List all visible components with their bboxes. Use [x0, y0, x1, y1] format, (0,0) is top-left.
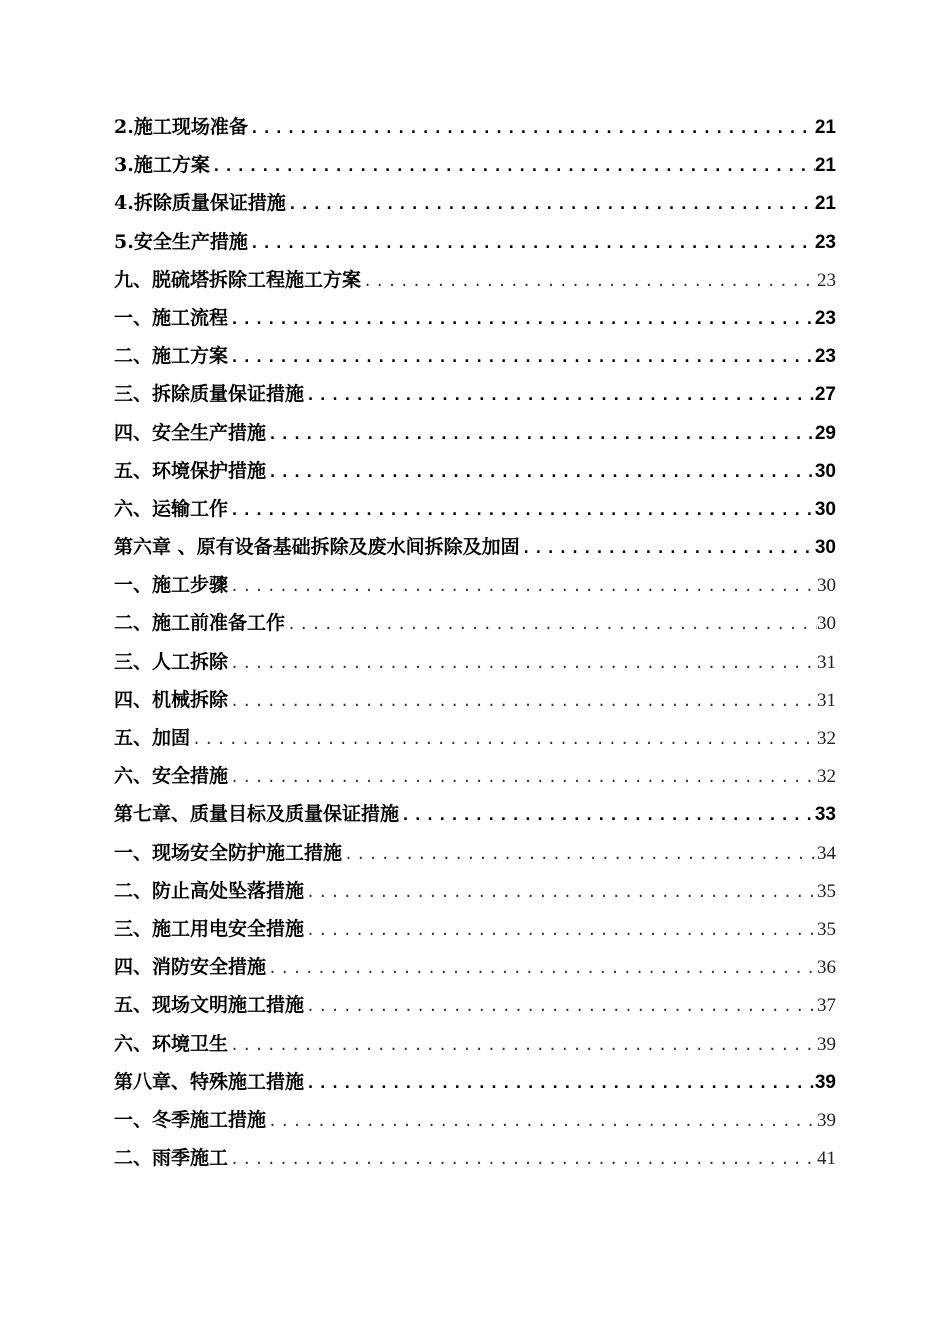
toc-entry-page-number: 23: [814, 307, 836, 329]
toc-entry[interactable]: [114, 910, 836, 948]
toc-entry-title: 六、运输工作: [114, 497, 229, 520]
toc-entry-page-number: 27: [814, 384, 836, 406]
toc-entry-page-number: 23: [817, 269, 836, 291]
toc-entry-page-number: 35: [817, 880, 836, 902]
toc-entry[interactable]: [114, 1101, 836, 1139]
toc-entry-title: 三、人工拆除: [114, 650, 229, 673]
toc-entry-title: 五、环境保护措施: [114, 459, 267, 482]
toc-entry[interactable]: [114, 986, 836, 1024]
toc-entry-page-number: 21: [814, 193, 836, 215]
toc-entry-page-number: 39: [817, 1109, 836, 1131]
toc-entry-title: 4.拆除质量保证措施: [114, 192, 286, 215]
toc-entry-page-number: 33: [814, 804, 836, 826]
toc-entry[interactable]: [114, 1025, 836, 1063]
toc-entry[interactable]: [114, 299, 836, 337]
toc-entry-page-number: 21: [814, 155, 836, 177]
toc-dot-leader: [228, 644, 817, 682]
toc-entry-title: 第六章 、原有设备基础拆除及废水间拆除及加固: [114, 536, 520, 559]
toc-entry[interactable]: [114, 872, 836, 910]
toc-entry[interactable]: [114, 452, 836, 490]
toc-entry[interactable]: [114, 490, 836, 528]
toc-entry[interactable]: [114, 681, 836, 719]
toc-entry-page-number: 32: [817, 766, 836, 788]
toc-dot-leader: [304, 873, 817, 911]
toc-entry-title: 四、消防安全措施: [114, 956, 267, 979]
toc-entry-title: 一、施工步骤: [114, 574, 229, 597]
toc-dot-leader: [228, 758, 817, 796]
toc-entry[interactable]: [114, 184, 836, 222]
toc-entry-title: 四、机械拆除: [114, 688, 229, 711]
toc-dot-leader: [228, 338, 815, 376]
toc-entry-page-number: 36: [817, 957, 836, 979]
toc-dot-leader: [228, 300, 815, 338]
toc-entry-title: 二、雨季施工: [114, 1147, 229, 1170]
toc-dot-leader: [210, 147, 815, 185]
toc-dot-leader: [304, 1064, 815, 1102]
toc-entry-title: 五、加固: [114, 727, 191, 749]
toc-dot-leader: [285, 605, 817, 643]
toc-entry-page-number: 32: [817, 728, 836, 749]
toc-dot-leader: [248, 109, 815, 147]
toc-entry[interactable]: [114, 643, 836, 681]
toc-entry[interactable]: [114, 108, 836, 146]
toc-entry[interactable]: [114, 223, 836, 261]
toc-entry[interactable]: [114, 337, 836, 375]
toc-entry-page-number: 30: [814, 498, 836, 520]
toc-entry-page-number: 30: [817, 613, 836, 635]
toc-entry-title: 三、施工用电安全措施: [114, 917, 305, 940]
toc-dot-leader: [399, 796, 815, 834]
toc-dot-leader: [190, 720, 817, 758]
toc-dot-leader: [304, 376, 815, 414]
toc-entry-page-number: 31: [817, 651, 836, 673]
toc-entry-title: 六、安全措施: [114, 765, 229, 788]
toc-entry-title: 二、施工前准备工作: [114, 612, 286, 635]
toc-entry-title: 2.施工现场准备: [114, 116, 248, 138]
toc-entry-page-number: 23: [814, 231, 836, 253]
toc-dot-leader: [304, 911, 817, 949]
toc-entry[interactable]: [114, 948, 836, 986]
table-of-contents: [114, 108, 836, 1177]
toc-entry-title: 5.安全生产措施: [114, 230, 248, 253]
toc-entry-page-number: 35: [817, 918, 836, 940]
toc-entry-page-number: 30: [814, 537, 836, 559]
toc-entry[interactable]: [114, 1139, 836, 1177]
toc-dot-leader: [266, 453, 815, 491]
toc-entry-title: 第八章、特殊施工措施: [114, 1070, 305, 1093]
toc-entry-page-number: 21: [814, 117, 836, 138]
toc-entry-page-number: 39: [817, 1033, 836, 1055]
toc-entry-page-number: 34: [817, 842, 836, 864]
toc-dot-leader: [286, 185, 815, 223]
toc-dot-leader: [266, 415, 815, 453]
toc-entry-page-number: 37: [817, 995, 836, 1017]
toc-dot-leader: [304, 987, 817, 1025]
toc-entry-page-number: 41: [817, 1148, 836, 1170]
toc-entry[interactable]: [114, 1063, 836, 1101]
toc-entry-title: 一、施工流程: [114, 306, 229, 329]
toc-entry-page-number: 30: [817, 575, 836, 597]
toc-entry[interactable]: [114, 375, 836, 413]
toc-entry[interactable]: [114, 757, 836, 795]
toc-entry[interactable]: [114, 719, 836, 757]
toc-entry[interactable]: [114, 604, 836, 642]
toc-entry-title: 一、冬季施工措施: [114, 1108, 267, 1131]
toc-dot-leader: [266, 949, 817, 987]
toc-entry[interactable]: [114, 528, 836, 566]
toc-entry[interactable]: [114, 146, 836, 184]
toc-entry[interactable]: [114, 795, 836, 833]
toc-entry[interactable]: [114, 566, 836, 604]
toc-entry-title: 四、安全生产措施: [114, 421, 267, 444]
toc-entry[interactable]: [114, 261, 836, 299]
toc-dot-leader: [228, 682, 817, 720]
toc-entry[interactable]: [114, 414, 836, 452]
toc-entry-title: 一、现场安全防护施工措施: [114, 841, 343, 864]
toc-entry-page-number: 30: [814, 460, 836, 482]
toc-entry-page-number: 23: [814, 346, 836, 368]
toc-dot-leader: [520, 529, 815, 567]
toc-entry-title: 六、环境卫生: [114, 1032, 229, 1055]
toc-entry-title: 二、施工方案: [114, 345, 229, 368]
toc-dot-leader: [342, 835, 817, 873]
toc-entry-title: 3.施工方案: [114, 154, 210, 177]
toc-dot-leader: [228, 1140, 817, 1178]
toc-entry-title: 第七章、质量目标及质量保证措施: [114, 803, 400, 826]
toc-dot-leader: [248, 224, 815, 262]
toc-entry-title: 二、防止高处坠落措施: [114, 879, 305, 902]
toc-dot-leader: [228, 491, 815, 529]
toc-entry-page-number: 31: [817, 689, 836, 711]
toc-dot-leader: [361, 262, 817, 300]
toc-dot-leader: [266, 1102, 817, 1140]
toc-entry-title: 五、现场文明施工措施: [114, 994, 305, 1017]
toc-entry-title: 三、拆除质量保证措施: [114, 383, 305, 406]
toc-entry-title: 九、脱硫塔拆除工程施工方案: [114, 268, 362, 291]
toc-entry-page-number: 39: [814, 1071, 836, 1093]
toc-entry[interactable]: [114, 834, 836, 872]
toc-entry-page-number: 29: [814, 422, 836, 444]
toc-dot-leader: [228, 567, 817, 605]
toc-dot-leader: [228, 1026, 817, 1064]
